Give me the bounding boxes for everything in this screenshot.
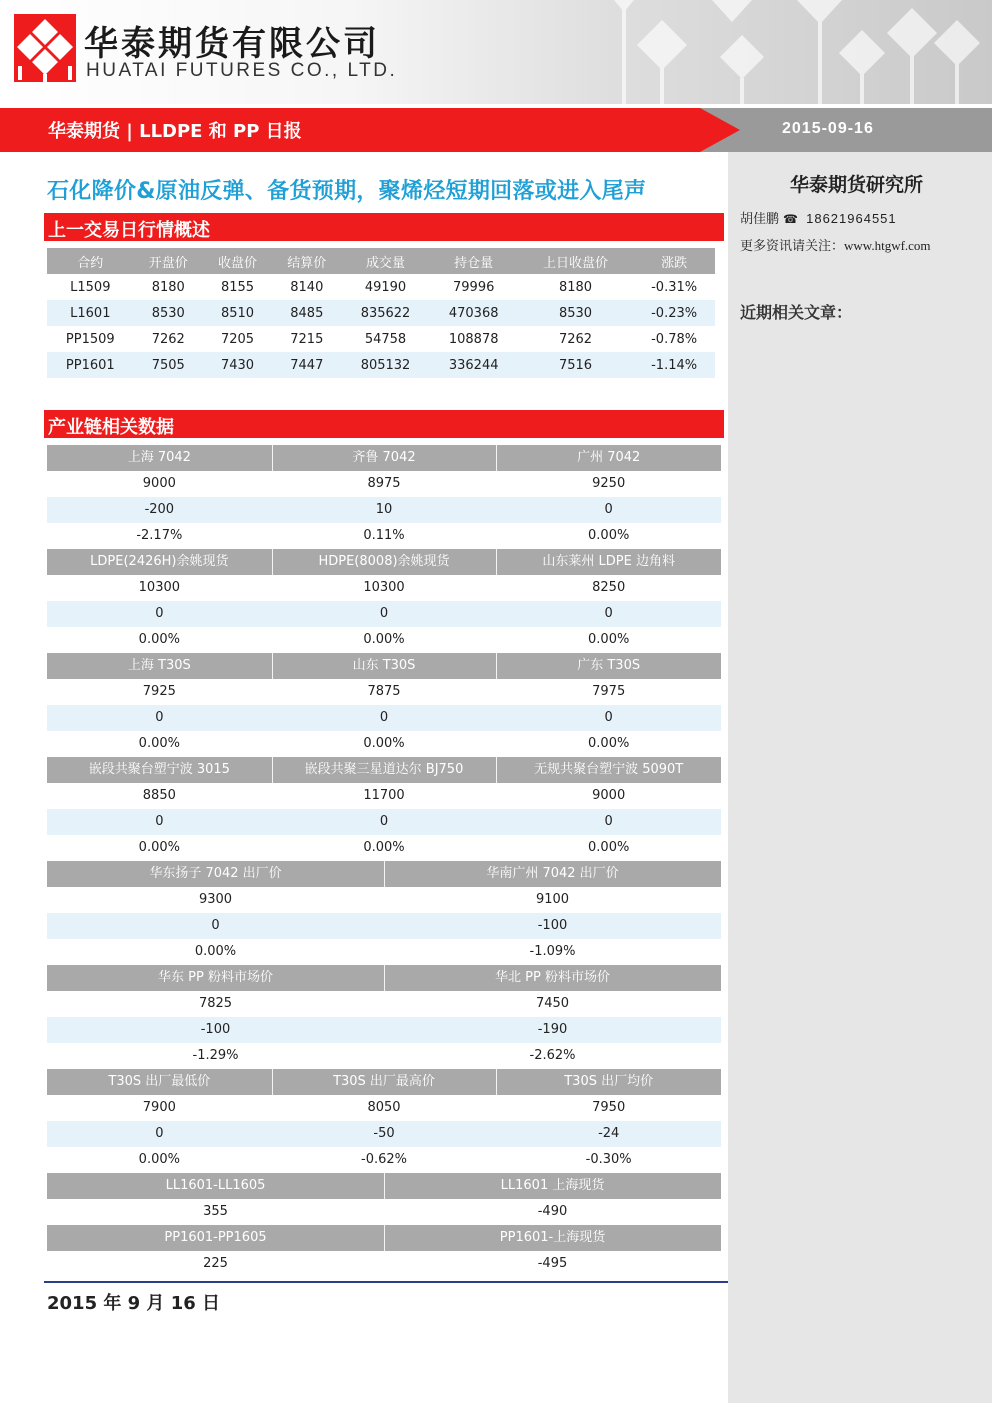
chain-cell: -100 [200,1022,231,1037]
market-cell: 8180 [518,274,633,300]
market-cell: 8155 [203,274,272,300]
chain-cell: 7975 [592,684,626,699]
market-summary-table [47,248,715,378]
market-cell: 8140 [272,274,341,300]
chain-cell: 10 [375,502,393,517]
market-cell: 8180 [134,274,203,300]
chain-col-header: 上海 7042 [127,450,191,465]
market-cell: 8485 [272,300,341,326]
footer-rule [44,1281,728,1285]
chain-cell: -50 [373,1126,395,1141]
chain-cell: 0 [155,710,164,725]
market-cell: 7215 [272,326,341,352]
market-cell: 470368 [430,300,518,326]
market-cell: 7262 [134,326,203,352]
chain-cell: 7900 [142,1100,176,1115]
chain-cell: -1.29% [192,1048,239,1063]
chain-block-header [47,1225,721,1251]
more-info-label: 更多资讯请关注： [740,239,845,254]
chain-block-header [47,861,721,887]
market-cell: 7505 [134,352,203,378]
chain-col-header: 华北 PP 粉料市场价 [384,965,721,991]
market-cell: 7516 [518,352,633,378]
market-col-header: 结算价 [272,248,341,274]
chain-row [47,523,721,549]
chain-cell: -2.62% [529,1048,576,1063]
chain-cell: 0.00% [588,840,630,855]
chain-row [47,1251,721,1277]
chain-cell: 0.00% [363,840,405,855]
section-title-market: 上一交易日行情概述 [48,220,210,241]
company-logo-icon [14,14,76,82]
chain-cell: -190 [537,1022,568,1037]
author-name: 胡佳鹏 [740,212,780,227]
chain-cell: 0 [379,710,389,725]
chain-cell: 11700 [363,788,405,803]
chain-col-header: 嵌段共聚台塑宁波 3015 [88,762,230,777]
chain-row [47,679,721,705]
section-title-chain: 产业链相关数据 [48,417,174,438]
market-col-header: 开盘价 [134,248,203,274]
chain-block-header [47,757,721,783]
header-decoration [592,0,992,104]
chain-cell: 0 [155,1126,164,1141]
chain-cell: 0 [379,606,389,621]
report-date: 2015-09-16 [782,120,874,137]
chain-cell: 0 [604,814,613,829]
chain-cell: 7950 [592,1100,626,1115]
institute-name: 华泰期货研究所 [790,174,924,196]
chain-col-header: LDPE(2426H)余姚现货 [90,554,229,569]
chain-col-header: 嵌段共聚三星道达尔 BJ750 [272,757,497,783]
chain-block-header [47,965,721,991]
chain-row [47,991,721,1017]
chain-col-header: 华南广州 7042 出厂价 [384,861,721,887]
market-cell: L1601 [47,300,134,326]
footer-date: 2015 年 9 月 16 日 [47,1293,221,1314]
market-cell: 79996 [430,274,518,300]
chain-cell: 0 [379,814,389,829]
market-row [47,300,715,326]
chain-block-header [47,653,721,679]
chain-cell: -490 [537,1204,568,1219]
report-headline: 石化降价&原油反弹、备货预期，聚烯烃短期回落或进入尾声 [47,179,647,204]
chain-cell: 0 [604,502,613,517]
market-cell: 7262 [518,326,633,352]
market-cell: 7205 [203,326,272,352]
chain-row [47,939,721,965]
chain-cell: 8250 [592,580,626,595]
market-row [47,326,715,352]
chain-cell: 355 [203,1204,228,1219]
chain-row [47,887,721,913]
chain-cell: -1.09% [529,944,576,959]
chain-col-header: T30S 出厂最低价 [108,1074,211,1089]
market-col-header: 收盘价 [203,248,272,274]
chain-cell: 0.00% [138,1152,180,1167]
chain-cell: 7875 [367,684,401,699]
market-cell: PP1601 [47,352,134,378]
chain-col-header: 上海 T30S [127,658,191,673]
page-header [0,0,992,104]
chain-cell: 9250 [592,476,626,491]
chain-cell: 0.00% [588,632,630,647]
market-cell: 49190 [341,274,429,300]
telephone-icon: ☎ [783,212,798,226]
chain-col-header: T30S 出厂最高价 [272,1069,497,1095]
market-cell: -1.14% [633,352,715,378]
chain-col-header: PP1601-PP1605 [164,1230,267,1245]
market-cell: 8530 [134,300,203,326]
chain-row [47,731,721,757]
chain-cell: -24 [598,1126,620,1141]
chain-cell: 8050 [367,1100,401,1115]
chain-cell: 0.00% [138,840,180,855]
chain-cell: 0.00% [194,944,237,959]
chain-block-header [47,1173,721,1199]
chain-cell: 7825 [198,996,233,1011]
author-phone: 18621964551 [806,211,897,226]
market-cell: 805132 [341,352,429,378]
market-cell: 7430 [203,352,272,378]
chain-cell: 8975 [367,476,401,491]
chain-cell: -2.17% [136,528,183,543]
author-contact [740,208,897,227]
market-cell: PP1509 [47,326,134,352]
market-cell: L1509 [47,274,134,300]
section-industry-chain [44,410,724,438]
chain-row [47,783,721,809]
chain-cell: 225 [203,1256,228,1271]
market-col-header: 合约 [47,248,134,274]
chain-cell: 7450 [535,996,570,1011]
report-title: 华泰期货 | LLDPE 和 PP 日报 [48,121,302,142]
chain-cell: 0.11% [363,528,405,543]
chain-cell: 0.00% [363,736,405,751]
chain-row [47,497,721,523]
chain-cell: 0.00% [588,528,630,543]
market-cell: 835622 [341,300,429,326]
chain-cell: 0.00% [588,736,630,751]
chain-cell: -200 [144,502,175,517]
chain-block-header [47,549,721,575]
chain-row [47,1017,721,1043]
market-cell: 8510 [203,300,272,326]
chain-cell: 8850 [142,788,176,803]
market-cell: -0.31% [633,274,715,300]
chain-row [47,471,721,497]
chain-cell: 0.00% [138,736,180,751]
market-cell: 108878 [430,326,518,352]
chain-cell: 10300 [363,580,405,595]
market-cell: 54758 [341,326,429,352]
market-col-header: 涨跌 [633,248,715,274]
section-market-overview [44,213,724,241]
market-cell: 8530 [518,300,633,326]
chain-cell: -0.62% [361,1152,407,1167]
chain-cell: 0 [211,918,220,933]
recent-articles-heading: 近期相关文章： [740,303,853,322]
chain-cell: -100 [537,918,568,933]
market-row [47,352,715,378]
company-name-cn: 华泰期货有限公司 [84,24,380,64]
chain-row [47,835,721,861]
more-info [740,235,931,254]
chain-row [47,1199,721,1225]
chain-cell: 9000 [592,788,626,803]
chain-row [47,1095,721,1121]
chain-cell: 0.00% [138,632,180,647]
chain-row [47,809,721,835]
chain-col-header: HDPE(8008)余姚现货 [272,549,497,575]
market-col-header: 持仓量 [430,248,518,274]
chain-col-header: 山东莱州 LDPE 边角料 [496,549,721,575]
chain-block-header [47,445,721,471]
chain-cell: 0 [604,606,613,621]
chain-col-header: T30S 出厂均价 [496,1069,721,1095]
chain-col-header: 山东 T30S [272,653,497,679]
chain-col-header: PP1601-上海现货 [384,1225,721,1251]
chain-cell: -0.30% [585,1152,632,1167]
company-name-en: HUATAI FUTURES CO., LTD. [86,60,398,81]
chain-cell: 0 [155,814,164,829]
chain-row [47,1147,721,1173]
chain-row [47,575,721,601]
chain-row [47,1043,721,1069]
chain-row [47,1121,721,1147]
chain-row [47,705,721,731]
market-cell: -0.23% [633,300,715,326]
chain-cell: 10300 [138,580,181,595]
chain-row [47,913,721,939]
chain-cell: 9100 [535,892,570,907]
market-row [47,274,715,300]
website-link[interactable]: www.htgwf.com [844,238,931,253]
chain-cell: 0 [155,606,164,621]
chain-col-header: 无规共聚台塑宁波 5090T [496,757,721,783]
industry-chain-grid [47,445,721,1277]
market-col-header: 上日收盘价 [518,248,633,274]
chain-col-header: 华东 PP 粉料市场价 [158,970,273,985]
sidebar [728,152,992,1403]
chain-col-header: 齐鲁 7042 [272,445,497,471]
chain-cell: 7925 [142,684,176,699]
market-cell: -0.78% [633,326,715,352]
chain-col-header: 华东扬子 7042 出厂价 [149,866,282,881]
chain-col-header: LL1601-LL1605 [165,1178,266,1193]
market-cell: 7447 [272,352,341,378]
chain-cell: 9000 [142,476,176,491]
market-col-header: 成交量 [341,248,429,274]
chain-cell: 9300 [198,892,233,907]
chain-col-header: LL1601 上海现货 [384,1173,721,1199]
chain-row [47,601,721,627]
market-cell: 336244 [430,352,518,378]
report-title-bar [0,108,992,152]
chain-cell: 0 [604,710,613,725]
chain-block-header [47,1069,721,1095]
chain-cell: 0.00% [363,632,405,647]
chain-col-header: 广东 T30S [496,653,721,679]
chain-cell: -495 [537,1256,568,1271]
chain-col-header: 广州 7042 [496,445,721,471]
chain-row [47,627,721,653]
